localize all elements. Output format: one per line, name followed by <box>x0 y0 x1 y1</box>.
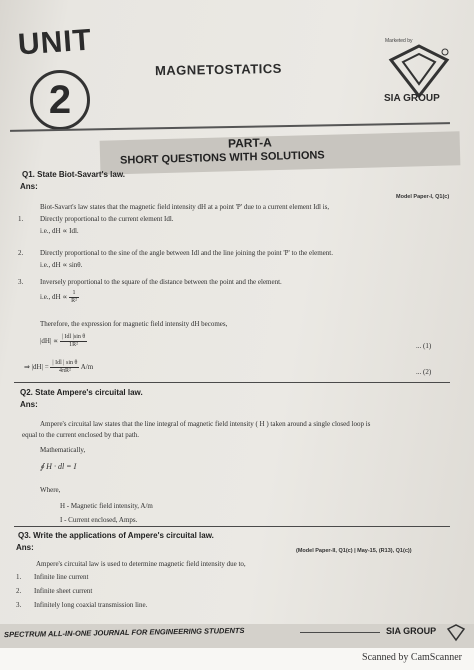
part-subtitle: SHORT QUESTIONS WITH SOLUTIONS <box>119 149 325 167</box>
q1-point-3-ie: i.e., dH ∝ <box>40 293 68 302</box>
eq2-tag: ... (2) <box>416 368 432 376</box>
question-3: Q3. Write the applications of Ampere's circuital law. <box>18 531 214 540</box>
divider-q2 <box>14 526 450 527</box>
eq2-denominator: 4πR² <box>58 368 71 374</box>
q1-point-3-number: 3. <box>18 278 24 286</box>
q3-item-3: Infinitely long coaxial transmission line. <box>34 601 148 609</box>
q3-item-1-number: 1. <box>16 573 22 581</box>
q1-point-2-ie: i.e., dH ∝ sinθ. <box>40 261 83 269</box>
q2-equation: ∮ H · dl = I <box>40 462 77 471</box>
q1-equation-1 <box>40 334 87 349</box>
divider-q1 <box>14 382 450 383</box>
q1-point-3-fraction <box>69 290 79 305</box>
footer-logo-text: SIA GROUP <box>386 626 437 636</box>
eq2-lhs: ⇒ |dH| = <box>24 363 49 372</box>
eq2-unit: A/m <box>80 363 94 372</box>
scanner-watermark: Scanned by CamScanner <box>362 652 462 663</box>
q1-equation-2 <box>24 360 93 375</box>
eq2-fraction <box>50 360 79 375</box>
unit-number-badge: 2 <box>30 70 90 130</box>
q2-mathematically: Mathematically, <box>40 446 86 454</box>
part-title: PART-A <box>227 135 272 151</box>
footer-journal: SPECTRUM ALL-IN-ONE JOURNAL FOR ENGINEERING STUDENTS <box>3 625 245 640</box>
q2-definition-1: H - Magnetic field intensity, A/m <box>60 502 153 510</box>
question-1: Q1. State Biot-Savart's law. <box>22 170 125 179</box>
answer-label-1: Ans: <box>20 182 38 191</box>
q1-point-3-denominator: R² <box>71 298 77 304</box>
q1-point-3-equation <box>40 290 79 305</box>
q3-item-1: Infinite line current <box>34 573 89 581</box>
q3-intro: Ampere's circuital law is used to determine magnetic field intensity due to, <box>36 560 246 568</box>
question-2: Q2. State Ampere's circuital law. <box>20 388 143 397</box>
q1-point-2-number: 2. <box>18 249 24 257</box>
eq1-fraction <box>60 334 87 349</box>
q1-point-2: Directly proportional to the sine of the angle between Idl and the line joining the point 'P' to the element. <box>40 249 333 257</box>
q2-body-line-2: equal to the current enclosed by that path. <box>22 431 140 439</box>
q1-point-3: Inversely proportional to the square of the distance between the point and the element. <box>40 278 282 286</box>
answer-label-2: Ans: <box>20 400 38 409</box>
logo-tagline: Marketed by <box>385 38 413 44</box>
q2-where: Where, <box>40 486 61 494</box>
eq1-tag: ... (1) <box>416 342 432 350</box>
eq1-lhs: |dH| ∝ <box>40 337 59 346</box>
eq1-numerator: | Idl |sin θ <box>61 334 86 340</box>
q2-body-line-1: Ampere's circuital law states that the line integral of magnetic field intensity ( H ) taken around a single closed loop is <box>40 420 371 428</box>
answer-label-3: Ans: <box>16 543 34 552</box>
eq2-numerator: | Idl | sin θ <box>52 360 78 366</box>
logo-text: SIA GROUP <box>384 93 440 104</box>
q1-point-1: Directly proportional to the current element Idl. <box>40 215 174 223</box>
q3-item-2-number: 2. <box>16 587 22 595</box>
unit-title: MAGNETOSTATICS <box>154 60 283 79</box>
q1-therefore: Therefore, the expression for magnetic field intensity dH becomes, <box>40 320 228 328</box>
footer-logo-icon <box>446 624 466 642</box>
q1-point-1-ie: i.e., dH ∝ Idl. <box>40 227 79 235</box>
q3-item-3-number: 3. <box>16 601 22 609</box>
question-3-reference: (Model Paper-II, Q1(c) | May-15, (R13), Q1(c)) <box>296 548 412 554</box>
eq1-denominator: 1R² <box>69 342 78 348</box>
q1-point-1-number: 1. <box>18 215 24 223</box>
unit-label: UNIT <box>16 23 94 62</box>
q3-item-2: Infinite sheet current <box>34 587 93 595</box>
q1-point-3-numerator: 1 <box>69 290 79 298</box>
footer-rule <box>300 632 380 633</box>
q1-intro: Biot-Savart's law states that the magnetic field intensity dH at a point 'P' due to a current element Idl is, <box>40 203 330 211</box>
q2-definition-2: I - Current enclosed, Amps. <box>60 516 138 524</box>
question-1-reference: Model Paper-I, Q1(c) <box>396 194 450 200</box>
